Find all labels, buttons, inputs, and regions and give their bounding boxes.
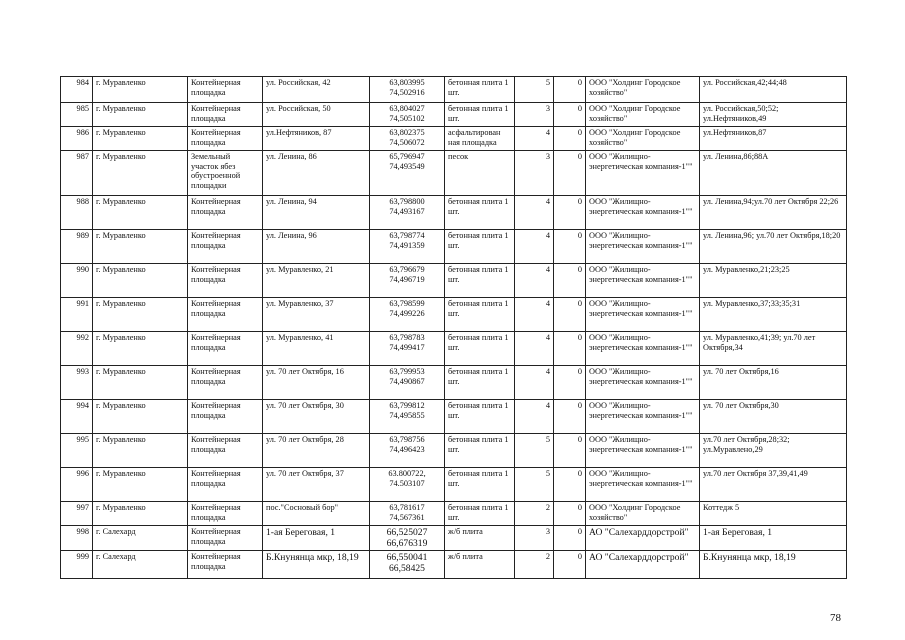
cell-coordinates bbox=[370, 264, 445, 298]
cell-city: г. Салехард bbox=[93, 551, 188, 579]
table-row bbox=[61, 468, 847, 502]
cell-site-type: Контейнерная площадка bbox=[188, 400, 263, 434]
cell-address: ул. 70 лет Октября, 30 bbox=[263, 400, 370, 434]
cell-zero: 0 bbox=[554, 332, 586, 366]
cell-address: ул. Российская, 42 bbox=[263, 77, 370, 103]
cell-coordinates bbox=[370, 151, 445, 196]
cell-site-type: Контейнерная площадка bbox=[188, 196, 263, 230]
longitude: 74,502916 bbox=[389, 87, 425, 97]
cell-coordinates bbox=[370, 400, 445, 434]
cell-container-count: 3 bbox=[515, 526, 554, 551]
cell-owner: ООО "Холдинг Городское хозяйство" bbox=[586, 502, 700, 526]
cell-address: ул. 70 лет Октября, 37 bbox=[263, 468, 370, 502]
cell-served-addresses: ул. 70 лет Октября,30 bbox=[700, 400, 847, 434]
cell-served-addresses: ул. Российская,50;52; ул.Нефтяников,49 bbox=[700, 103, 847, 127]
cell-served-addresses: ул.70 лет Октября,28;32; ул.Муравлено,29 bbox=[700, 434, 847, 468]
cell-city: г. Муравленко bbox=[93, 332, 188, 366]
cell-owner: ООО "Жилищно-энергетическая компания-1"" bbox=[586, 230, 700, 264]
cell-site-type: Контейнерная площадка bbox=[188, 332, 263, 366]
cell-served-addresses: ул. 70 лет Октября,16 bbox=[700, 366, 847, 400]
cell-owner: ООО "Жилищно-энергетическая компания-1"" bbox=[586, 434, 700, 468]
cell-served-addresses: ул.70 лет Октября 37,39,41,49 bbox=[700, 468, 847, 502]
cell-city: г. Салехард bbox=[93, 526, 188, 551]
cell-owner: ООО "Жилищно-энергетическая компания-1"" bbox=[586, 151, 700, 196]
latitude: 63,798599 bbox=[389, 299, 425, 308]
cell-served-addresses: ул. Российская,42;44;48 bbox=[700, 77, 847, 103]
cell-surface: бетонная плита 1 шт. bbox=[445, 468, 515, 502]
cell-container-count: 5 bbox=[515, 468, 554, 502]
cell-city: г. Муравленко bbox=[93, 468, 188, 502]
cell-owner: ООО "Жилищно-энергетическая компания-1"" bbox=[586, 264, 700, 298]
cell-number: 993 bbox=[61, 366, 93, 400]
cell-container-count: 3 bbox=[515, 103, 554, 127]
cell-coordinates bbox=[370, 366, 445, 400]
cell-owner: ООО "Жилищно-энергетическая компания-1"" bbox=[586, 468, 700, 502]
cell-number: 990 bbox=[61, 264, 93, 298]
registry-table bbox=[60, 76, 847, 579]
cell-owner: ООО "Жилищно-энергетическая компания-1"" bbox=[586, 332, 700, 366]
latitude: 63,802375 bbox=[389, 128, 425, 137]
cell-served-addresses: ул. Ленина,94;ул.70 лет Октября 22;26 bbox=[700, 196, 847, 230]
longitude: 74,496423 bbox=[389, 444, 425, 454]
cell-zero: 0 bbox=[554, 264, 586, 298]
cell-city: г. Муравленко bbox=[93, 502, 188, 526]
longitude: 74,495855 bbox=[389, 410, 425, 420]
cell-address: ул. Ленина, 96 bbox=[263, 230, 370, 264]
table-row bbox=[61, 151, 847, 196]
cell-zero: 0 bbox=[554, 468, 586, 502]
longitude: 66,676319 bbox=[386, 538, 428, 549]
latitude: 63,798783 bbox=[389, 333, 425, 342]
cell-surface: бетонная плита 1 шт. bbox=[445, 103, 515, 127]
cell-site-type: Земельный участок ябез обустроенной площадки bbox=[188, 151, 263, 196]
cell-number: 994 bbox=[61, 400, 93, 434]
cell-number: 992 bbox=[61, 332, 93, 366]
cell-container-count: 4 bbox=[515, 298, 554, 332]
cell-zero: 0 bbox=[554, 103, 586, 127]
cell-surface: асфальтирован ная площадка bbox=[445, 127, 515, 151]
cell-zero: 0 bbox=[554, 298, 586, 332]
table-row bbox=[61, 298, 847, 332]
cell-number: 998 bbox=[61, 526, 93, 551]
cell-served-addresses: Коттедж 5 bbox=[700, 502, 847, 526]
cell-coordinates bbox=[370, 502, 445, 526]
cell-address: ул. Муравленко, 37 bbox=[263, 298, 370, 332]
cell-surface: бетонная плита 1 шт. bbox=[445, 264, 515, 298]
cell-surface: бетонная плита 1 шт. bbox=[445, 77, 515, 103]
cell-site-type: Контейнерная площадка bbox=[188, 434, 263, 468]
cell-owner: ООО "Холдинг Городское хозяйство" bbox=[586, 77, 700, 103]
longitude: 74,490867 bbox=[389, 376, 425, 386]
cell-number: 995 bbox=[61, 434, 93, 468]
table-row bbox=[61, 196, 847, 230]
cell-container-count: 2 bbox=[515, 502, 554, 526]
table-row bbox=[61, 502, 847, 526]
longitude: 74.503107 bbox=[389, 478, 425, 488]
cell-number: 997 bbox=[61, 502, 93, 526]
cell-owner: ООО "Жилищно-энергетическая компания-1"" bbox=[586, 366, 700, 400]
table-row bbox=[61, 103, 847, 127]
table-row bbox=[61, 77, 847, 103]
cell-zero: 0 bbox=[554, 196, 586, 230]
cell-address: Б.Кнунянца мкр, 18,19 bbox=[263, 551, 370, 579]
cell-coordinates bbox=[370, 551, 445, 579]
table-row bbox=[61, 230, 847, 264]
cell-surface: бетонная плита 1 шт. bbox=[445, 332, 515, 366]
cell-served-addresses: ул. Муравленко,37;33;35;31 bbox=[700, 298, 847, 332]
cell-address: ул. Муравленко, 21 bbox=[263, 264, 370, 298]
cell-number: 996 bbox=[61, 468, 93, 502]
cell-site-type: Контейнерная площадка bbox=[188, 366, 263, 400]
cell-address: ул.Нефтяников, 87 bbox=[263, 127, 370, 151]
cell-site-type: Контейнерная площадка bbox=[188, 264, 263, 298]
cell-container-count: 3 bbox=[515, 151, 554, 196]
cell-city: г. Муравленко bbox=[93, 264, 188, 298]
cell-surface: бетонная плита 1 шт. bbox=[445, 298, 515, 332]
cell-zero: 0 bbox=[554, 502, 586, 526]
cell-site-type: Контейнерная площадка bbox=[188, 298, 263, 332]
cell-zero: 0 bbox=[554, 230, 586, 264]
cell-address: 1-ая Береговая, 1 bbox=[263, 526, 370, 551]
cell-city: г. Муравленко bbox=[93, 127, 188, 151]
cell-site-type: Контейнерная площадка bbox=[188, 127, 263, 151]
cell-container-count: 4 bbox=[515, 366, 554, 400]
cell-zero: 0 bbox=[554, 434, 586, 468]
cell-container-count: 4 bbox=[515, 400, 554, 434]
longitude: 74,499226 bbox=[389, 308, 425, 318]
cell-coordinates bbox=[370, 196, 445, 230]
latitude: 66,550041 bbox=[386, 552, 428, 563]
cell-city: г. Муравленко bbox=[93, 151, 188, 196]
cell-site-type: Контейнерная площадка bbox=[188, 230, 263, 264]
cell-container-count: 4 bbox=[515, 127, 554, 151]
cell-zero: 0 bbox=[554, 400, 586, 434]
table-row bbox=[61, 526, 847, 551]
cell-surface: ж/б плита bbox=[445, 551, 515, 579]
table-row bbox=[61, 127, 847, 151]
cell-city: г. Муравленко bbox=[93, 400, 188, 434]
longitude: 74,493167 bbox=[389, 206, 425, 216]
latitude: 66,525027 bbox=[386, 527, 428, 538]
cell-zero: 0 bbox=[554, 551, 586, 579]
cell-owner: АО "Салехарддорстрой" bbox=[586, 526, 700, 551]
latitude: 63,796679 bbox=[389, 265, 425, 274]
cell-zero: 0 bbox=[554, 77, 586, 103]
cell-city: г. Муравленко bbox=[93, 196, 188, 230]
cell-number: 986 bbox=[61, 127, 93, 151]
cell-site-type: Контейнерная площадка bbox=[188, 502, 263, 526]
cell-zero: 0 bbox=[554, 127, 586, 151]
cell-address: ул. Ленина, 86 bbox=[263, 151, 370, 196]
longitude: 74,505102 bbox=[389, 113, 425, 123]
cell-owner: ООО "Жилищно-энергетическая компания-1"" bbox=[586, 400, 700, 434]
cell-container-count: 5 bbox=[515, 434, 554, 468]
cell-coordinates bbox=[370, 127, 445, 151]
cell-container-count: 4 bbox=[515, 196, 554, 230]
latitude: 63,781617 bbox=[389, 503, 425, 512]
cell-coordinates bbox=[370, 230, 445, 264]
table-row bbox=[61, 400, 847, 434]
cell-container-count: 4 bbox=[515, 332, 554, 366]
cell-city: г. Муравленко bbox=[93, 366, 188, 400]
table-row bbox=[61, 264, 847, 298]
cell-owner: ООО "Холдинг Городское хозяйство" bbox=[586, 103, 700, 127]
longitude: 74,496719 bbox=[389, 274, 425, 284]
cell-city: г. Муравленко bbox=[93, 298, 188, 332]
cell-container-count: 4 bbox=[515, 230, 554, 264]
cell-served-addresses: ул.Нефтяников,87 bbox=[700, 127, 847, 151]
cell-coordinates bbox=[370, 77, 445, 103]
cell-number: 999 bbox=[61, 551, 93, 579]
cell-zero: 0 bbox=[554, 526, 586, 551]
longitude: 66,58425 bbox=[389, 563, 425, 574]
cell-site-type: Контейнерная площадка bbox=[188, 468, 263, 502]
cell-city: г. Муравленко bbox=[93, 77, 188, 103]
page-number: 78 bbox=[830, 612, 841, 624]
cell-number: 989 bbox=[61, 230, 93, 264]
cell-address: ул. Ленина, 94 bbox=[263, 196, 370, 230]
cell-served-addresses: Б.Кнунянца мкр, 18,19 bbox=[700, 551, 847, 579]
latitude: 63,798756 bbox=[389, 435, 425, 444]
cell-container-count: 4 bbox=[515, 264, 554, 298]
cell-surface: бетонная плита 1 шт. bbox=[445, 502, 515, 526]
cell-site-type: Контейнерная площадка bbox=[188, 77, 263, 103]
cell-coordinates bbox=[370, 526, 445, 551]
longitude: 74,499417 bbox=[389, 342, 425, 352]
cell-zero: 0 bbox=[554, 151, 586, 196]
cell-coordinates bbox=[370, 298, 445, 332]
cell-owner: ООО "Жилищно-энергетическая компания-1"" bbox=[586, 196, 700, 230]
cell-owner: ООО "Холдинг Городское хозяйство" bbox=[586, 127, 700, 151]
cell-surface: песок bbox=[445, 151, 515, 196]
cell-owner: ООО "Жилищно-энергетическая компания-1"" bbox=[586, 298, 700, 332]
cell-address: ул. Муравленко, 41 bbox=[263, 332, 370, 366]
cell-zero: 0 bbox=[554, 366, 586, 400]
cell-city: г. Муравленко bbox=[93, 434, 188, 468]
latitude: 65,796947 bbox=[389, 152, 425, 161]
cell-site-type: Контейнерная площадка bbox=[188, 526, 263, 551]
cell-coordinates bbox=[370, 332, 445, 366]
cell-surface: бетонная плита 1 шт. bbox=[445, 366, 515, 400]
cell-number: 987 bbox=[61, 151, 93, 196]
cell-served-addresses: ул. Ленина,96; ул.70 лет Октября,18;20 bbox=[700, 230, 847, 264]
cell-served-addresses: ул. Муравленко,21;23;25 bbox=[700, 264, 847, 298]
cell-coordinates bbox=[370, 103, 445, 127]
table-row bbox=[61, 434, 847, 468]
longitude: 74,506072 bbox=[389, 137, 425, 147]
cell-city: г. Муравленко bbox=[93, 103, 188, 127]
cell-owner: АО "Салехарддорстрой" bbox=[586, 551, 700, 579]
latitude: 63,799812 bbox=[389, 401, 425, 410]
table-row bbox=[61, 366, 847, 400]
latitude: 63,798774 bbox=[389, 231, 425, 240]
cell-container-count: 5 bbox=[515, 77, 554, 103]
cell-surface: бетонная плита 1 шт. bbox=[445, 400, 515, 434]
cell-served-addresses: ул. Муравленко,41;39; ул.70 лет Октября,34 bbox=[700, 332, 847, 366]
cell-number: 991 bbox=[61, 298, 93, 332]
latitude: 63,804027 bbox=[389, 104, 425, 113]
cell-coordinates bbox=[370, 468, 445, 502]
longitude: 74,491359 bbox=[389, 240, 425, 250]
cell-site-type: Контейнерная площадка bbox=[188, 103, 263, 127]
cell-city: г. Муравленко bbox=[93, 230, 188, 264]
cell-surface: бетонная плита 1 шт. bbox=[445, 434, 515, 468]
cell-served-addresses: 1-ая Береговая, 1 bbox=[700, 526, 847, 551]
cell-address: ул. 70 лет Октября, 28 bbox=[263, 434, 370, 468]
cell-coordinates bbox=[370, 434, 445, 468]
cell-address: ул. 70 лет Октября, 16 bbox=[263, 366, 370, 400]
longitude: 74,493549 bbox=[389, 161, 425, 171]
cell-site-type: Контейнерная площадка bbox=[188, 551, 263, 579]
cell-address: пос."Сосновый бор" bbox=[263, 502, 370, 526]
registry-rows bbox=[61, 77, 847, 579]
latitude: 63,803995 bbox=[389, 78, 425, 87]
latitude: 63,799953 bbox=[389, 367, 425, 376]
latitude: 63.800722, bbox=[388, 469, 426, 478]
latitude: 63,798800 bbox=[389, 197, 425, 206]
cell-surface: бетонная плита 1 шт. bbox=[445, 196, 515, 230]
cell-served-addresses: ул. Ленина,86;88А bbox=[700, 151, 847, 196]
table-row bbox=[61, 551, 847, 579]
table-row bbox=[61, 332, 847, 366]
cell-number: 985 bbox=[61, 103, 93, 127]
cell-address: ул. Российская, 50 bbox=[263, 103, 370, 127]
cell-surface: ж/б плита bbox=[445, 526, 515, 551]
longitude: 74,567361 bbox=[389, 512, 425, 522]
cell-container-count: 2 bbox=[515, 551, 554, 579]
cell-number: 984 bbox=[61, 77, 93, 103]
cell-surface: бетонная плита 1 шт. bbox=[445, 230, 515, 264]
cell-number: 988 bbox=[61, 196, 93, 230]
